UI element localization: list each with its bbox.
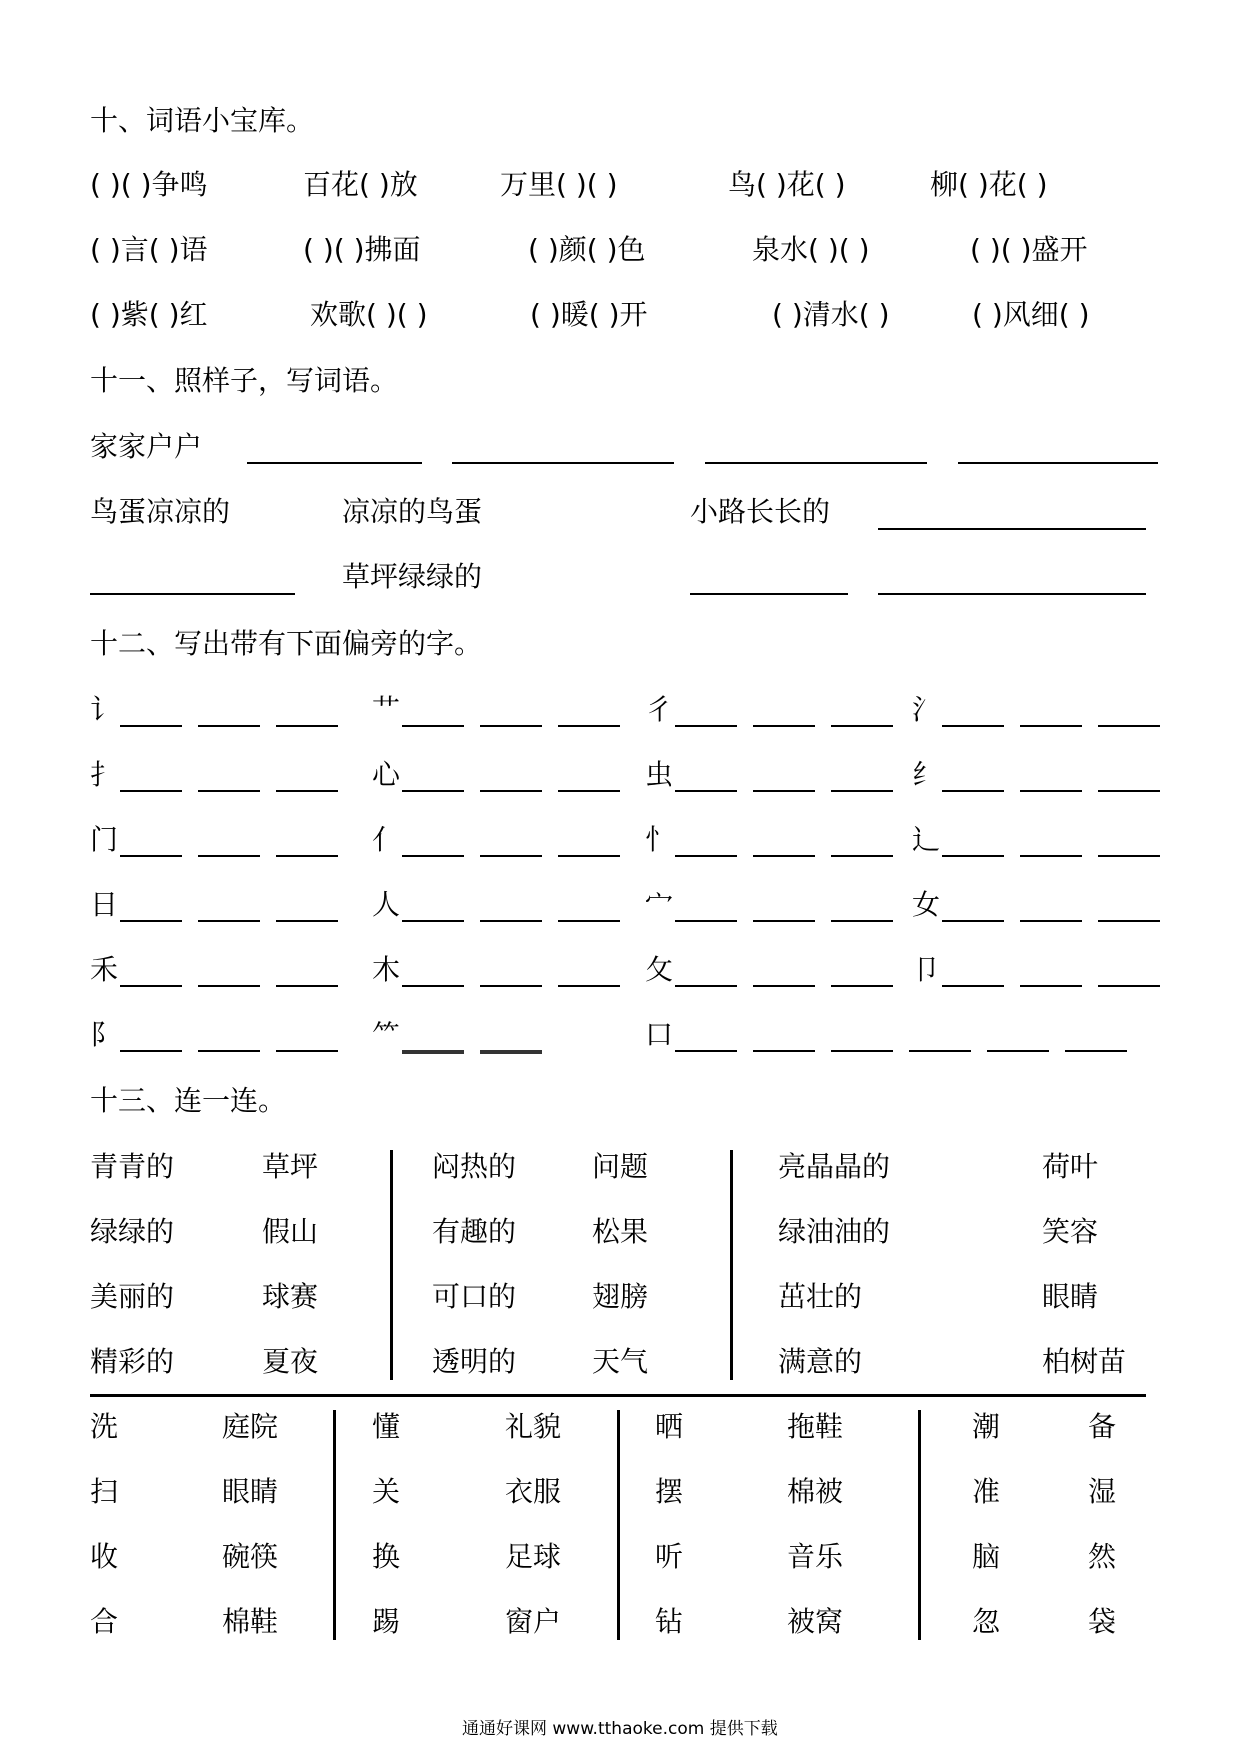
answer-line[interactable]	[831, 920, 893, 922]
column-divider	[333, 1410, 336, 1640]
fill-item: ( )( )争鸣	[90, 168, 208, 201]
answer-line[interactable]	[675, 920, 737, 922]
match-word[interactable]: 换	[372, 1540, 401, 1573]
match-word[interactable]: 脑	[972, 1540, 1001, 1573]
match-word[interactable]: 洗	[90, 1410, 119, 1443]
answer-line[interactable]	[831, 790, 893, 792]
fill-item: ( )暖( )开	[530, 298, 648, 331]
answer-line[interactable]	[120, 855, 182, 857]
answer-line[interactable]	[198, 790, 260, 792]
section-divider	[90, 1394, 1146, 1397]
answer-line[interactable]	[276, 855, 338, 857]
match-word[interactable]: 有趣的	[432, 1215, 517, 1248]
match-word[interactable]: 足球	[505, 1540, 562, 1573]
radical-label: 扌	[90, 758, 119, 791]
radical-label: 艹	[372, 693, 401, 726]
match-word[interactable]: 荷叶	[1042, 1150, 1099, 1183]
match-word[interactable]: 草坪	[262, 1150, 319, 1183]
fill-item: ( )言( )语	[90, 233, 208, 266]
radical-label: 辶	[912, 823, 941, 856]
section-11-title: 十一、照样子，写词语。	[90, 364, 399, 397]
answer-line[interactable]	[480, 1050, 542, 1054]
answer-line[interactable]	[120, 920, 182, 922]
answer-line[interactable]	[120, 1050, 182, 1052]
radical-label: 禾	[90, 953, 119, 986]
answer-line[interactable]	[198, 725, 260, 727]
answer-line[interactable]	[1065, 1050, 1127, 1052]
answer-line[interactable]	[402, 985, 464, 987]
fill-item: 泉水( )( )	[752, 233, 870, 266]
radical-label: ⺮	[372, 1018, 401, 1051]
match-word[interactable]: 钻	[655, 1605, 684, 1638]
match-word[interactable]: 关	[372, 1475, 401, 1508]
answer-line[interactable]	[942, 985, 1004, 987]
answer-line[interactable]	[753, 985, 815, 987]
question-phrase: 小路长长的	[690, 495, 831, 528]
answer-line[interactable]	[480, 725, 542, 727]
answer-line[interactable]	[831, 855, 893, 857]
footer-text: 通通好课网 www.tthaoke.com 提供下载	[462, 1719, 778, 1739]
answer-line[interactable]	[1098, 790, 1160, 792]
match-word[interactable]: 备	[1088, 1410, 1117, 1443]
answer-line[interactable]	[1098, 920, 1160, 922]
answer-line[interactable]	[120, 725, 182, 727]
match-word[interactable]: 闷热的	[432, 1150, 517, 1183]
answer-line[interactable]	[878, 593, 1146, 595]
fill-item: ( )紫( )红	[90, 298, 208, 331]
radical-label: 虫	[645, 758, 674, 791]
match-word[interactable]: 棉鞋	[222, 1605, 279, 1638]
radical-label: 卩	[912, 953, 941, 986]
radical-label: 女	[912, 888, 941, 921]
match-word[interactable]: 湿	[1088, 1475, 1117, 1508]
match-word[interactable]: 然	[1088, 1540, 1117, 1573]
match-word[interactable]: 眼睛	[222, 1475, 279, 1508]
fill-item: ( )清水( )	[772, 298, 890, 331]
answer-line[interactable]	[558, 790, 620, 792]
answer-line[interactable]	[402, 790, 464, 792]
answer-line[interactable]	[276, 725, 338, 727]
match-word[interactable]: 精彩的	[90, 1345, 175, 1378]
answer-line[interactable]	[878, 528, 1146, 530]
example-phrase: 凉凉的鸟蛋	[342, 495, 483, 528]
answer-line[interactable]	[276, 920, 338, 922]
match-word[interactable]: 潮	[972, 1410, 1001, 1443]
answer-line[interactable]	[690, 593, 848, 595]
section-10-title: 十、词语小宝库。	[90, 104, 315, 137]
answer-line[interactable]	[402, 855, 464, 857]
match-word[interactable]: 听	[655, 1540, 684, 1573]
radical-label: 亻	[372, 823, 401, 856]
answer-line[interactable]	[1098, 855, 1160, 857]
match-word[interactable]: 衣服	[505, 1475, 562, 1508]
match-word[interactable]: 碗筷	[222, 1540, 279, 1573]
answer-line[interactable]	[987, 1050, 1049, 1052]
fill-item: ( )( )拂面	[303, 233, 421, 266]
match-word[interactable]: 笑容	[1042, 1215, 1099, 1248]
fill-item: 万里( )( )	[500, 168, 618, 201]
match-word[interactable]: 被窝	[787, 1605, 844, 1638]
answer-line[interactable]	[942, 855, 1004, 857]
answer-line[interactable]	[247, 462, 422, 464]
answer-line[interactable]	[831, 985, 893, 987]
match-word[interactable]: 翅膀	[592, 1280, 649, 1313]
answer-line[interactable]	[452, 462, 674, 464]
fill-item: ( )( )盛开	[970, 233, 1088, 266]
answer-line[interactable]	[558, 920, 620, 922]
answer-line[interactable]	[753, 920, 815, 922]
answer-line[interactable]	[120, 985, 182, 987]
answer-line[interactable]	[1020, 790, 1082, 792]
match-word[interactable]: 礼貌	[505, 1410, 562, 1443]
fill-item: ( )颜( )色	[528, 233, 646, 266]
match-word[interactable]: 合	[90, 1605, 119, 1638]
radical-label: 氵	[912, 693, 941, 726]
question-phrase: 草坪绿绿的	[342, 560, 483, 593]
match-word[interactable]: 准	[972, 1475, 1001, 1508]
example-word: 家家户户	[90, 430, 203, 463]
answer-line[interactable]	[558, 985, 620, 987]
answer-line[interactable]	[558, 855, 620, 857]
fill-item: ( )风细( )	[972, 298, 1090, 331]
radical-label: 忄	[645, 823, 674, 856]
radical-label: 纟	[912, 758, 941, 791]
match-word[interactable]: 棉被	[787, 1475, 844, 1508]
match-word[interactable]: 美丽的	[90, 1280, 175, 1313]
answer-line[interactable]	[1020, 985, 1082, 987]
answer-line[interactable]	[276, 985, 338, 987]
answer-line[interactable]	[753, 1050, 815, 1052]
match-word[interactable]: 茁壮的	[778, 1280, 863, 1313]
answer-line[interactable]	[675, 855, 737, 857]
column-divider	[390, 1150, 393, 1380]
answer-line[interactable]	[480, 790, 542, 792]
radical-label: 门	[90, 823, 119, 856]
answer-line[interactable]	[1098, 985, 1160, 987]
answer-line[interactable]	[958, 462, 1158, 464]
answer-line[interactable]	[276, 790, 338, 792]
fill-item: 欢歌( )( )	[310, 298, 428, 331]
radical-label: 阝	[90, 1018, 119, 1051]
match-word[interactable]: 亮晶晶的	[778, 1150, 891, 1183]
answer-line[interactable]	[942, 790, 1004, 792]
answer-line[interactable]	[198, 855, 260, 857]
answer-line[interactable]	[705, 462, 927, 464]
match-word[interactable]: 摆	[655, 1475, 684, 1508]
match-word[interactable]: 满意的	[778, 1345, 863, 1378]
answer-line[interactable]	[753, 725, 815, 727]
answer-line[interactable]	[831, 725, 893, 727]
answer-line[interactable]	[402, 1050, 464, 1054]
match-word[interactable]: 假山	[262, 1215, 319, 1248]
fill-item: 柳( )花( )	[930, 168, 1048, 201]
match-word[interactable]: 晒	[655, 1410, 684, 1443]
match-word[interactable]: 拖鞋	[787, 1410, 844, 1443]
radical-label: 攵	[645, 953, 674, 986]
match-word[interactable]: 透明的	[432, 1345, 517, 1378]
match-word[interactable]: 庭院	[222, 1410, 279, 1443]
match-word[interactable]: 音乐	[787, 1540, 844, 1573]
match-word[interactable]: 袋	[1088, 1605, 1117, 1638]
answer-line[interactable]	[402, 920, 464, 922]
radical-label: 宀	[645, 888, 674, 921]
answer-line[interactable]	[558, 725, 620, 727]
answer-line[interactable]	[753, 790, 815, 792]
answer-line[interactable]	[942, 920, 1004, 922]
answer-line[interactable]	[675, 790, 737, 792]
answer-line[interactable]	[753, 855, 815, 857]
match-word[interactable]: 眼睛	[1042, 1280, 1099, 1313]
answer-line[interactable]	[480, 920, 542, 922]
match-word[interactable]: 问题	[592, 1150, 649, 1183]
answer-line[interactable]	[198, 920, 260, 922]
answer-line[interactable]	[831, 1050, 893, 1052]
example-phrase: 鸟蛋凉凉的	[90, 495, 231, 528]
answer-line[interactable]	[402, 725, 464, 727]
match-word[interactable]: 绿油油的	[778, 1215, 891, 1248]
answer-line[interactable]	[1020, 855, 1082, 857]
match-word[interactable]: 踢	[372, 1605, 401, 1638]
radical-label: 讠	[90, 693, 119, 726]
match-word[interactable]: 夏夜	[262, 1345, 319, 1378]
column-divider	[730, 1150, 733, 1380]
answer-line[interactable]	[1020, 920, 1082, 922]
answer-line[interactable]	[120, 790, 182, 792]
radical-label: 人	[372, 888, 401, 921]
match-word[interactable]: 青青的	[90, 1150, 175, 1183]
answer-line[interactable]	[480, 855, 542, 857]
answer-line[interactable]	[675, 985, 737, 987]
match-word[interactable]: 天气	[592, 1345, 649, 1378]
radical-label: 日	[90, 888, 119, 921]
radical-label: 彳	[645, 693, 674, 726]
answer-line[interactable]	[1020, 725, 1082, 727]
match-word[interactable]: 懂	[372, 1410, 401, 1443]
match-word[interactable]: 忽	[972, 1605, 1001, 1638]
radical-label: 木	[372, 953, 401, 986]
column-divider	[617, 1410, 620, 1640]
answer-line[interactable]	[198, 1050, 260, 1052]
answer-line[interactable]	[1098, 725, 1160, 727]
answer-line[interactable]	[675, 725, 737, 727]
answer-line[interactable]	[90, 593, 295, 595]
match-word[interactable]: 松果	[592, 1215, 649, 1248]
match-word[interactable]: 扫	[90, 1475, 119, 1508]
fill-item: 鸟( )花( )	[728, 168, 846, 201]
column-divider	[918, 1410, 921, 1640]
answer-line[interactable]	[198, 985, 260, 987]
radical-label: 口	[645, 1018, 674, 1051]
answer-line[interactable]	[942, 725, 1004, 727]
match-word[interactable]: 球赛	[262, 1280, 319, 1313]
answer-line[interactable]	[909, 1050, 971, 1052]
match-word[interactable]: 窗户	[505, 1605, 562, 1638]
fill-item: 百花( )放	[303, 168, 418, 201]
answer-line[interactable]	[480, 985, 542, 987]
radical-label: 心	[372, 758, 401, 791]
match-word[interactable]: 绿绿的	[90, 1215, 175, 1248]
answer-line[interactable]	[276, 1050, 338, 1052]
section-13-title: 十三、连一连。	[90, 1084, 287, 1117]
match-word[interactable]: 收	[90, 1540, 119, 1573]
match-word[interactable]: 可口的	[432, 1280, 517, 1313]
match-word[interactable]: 柏树苗	[1042, 1345, 1127, 1378]
section-12-title: 十二、写出带有下面偏旁的字。	[90, 627, 483, 660]
answer-line[interactable]	[675, 1050, 737, 1052]
